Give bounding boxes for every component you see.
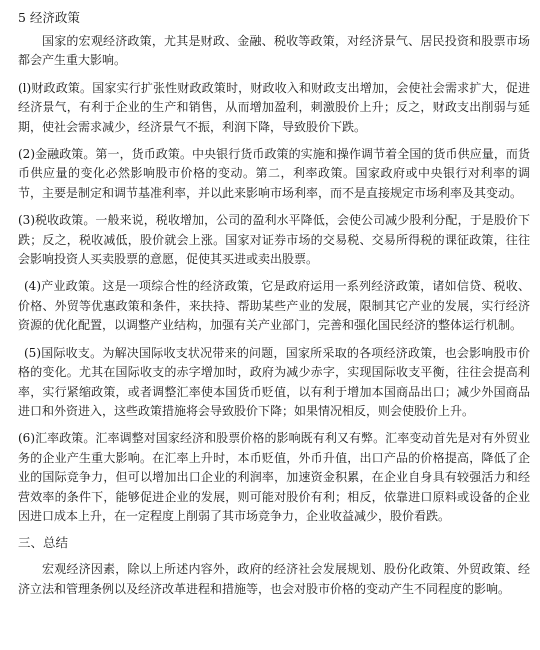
summary-heading: 三、总结 xyxy=(18,535,69,551)
tax-policy-paragraph: (3)税收政策。一般来说，税收增加，公司的盈利水平降低，会使公司减少股利分配，于是股价下跌；反之，税收减低，股价就会上涨。国家对证券市场的交易税、交易所得税的课征政策，往往会影响投资人买卖股票的意愿，促使其买进或卖出股票。 xyxy=(18,213,530,267)
industry-policy-paragraph: (4)产业政策。这是一项综合性的经济政策，它是政府运用一系列经济政策，诸如信贷、税收、价格、外贸等优惠政策和条件，来扶持、帮助某些产业的发展，限制其它产业的发展，实行经济资源的优化配置，以调整产业结构，加强有关产业部门，完善和强化国民经济的整体运行机制。 xyxy=(18,279,530,333)
summary-paragraph: 宏观经济因素，除以上所述内容外，政府的经济社会发展规划、股份化政策、外贸政策、经济立法和管理条例以及经济改革进程和措施等，也会对股市价格的变动产生不同程度的影响。 xyxy=(18,562,530,596)
fiscal-policy-paragraph: (l)财政政策。国家实行扩张性财政政策时，财政收入和财政支出增加，会使社会需求扩大，促进经济景气，有利于企业的生产和销售，从而增加盈利，刺激股价上升；反之，财政支出削弱与延期，使社会需求减少，经济景气不振，利润下降，导致股价下跌。 xyxy=(18,80,530,134)
monetary-policy-paragraph: (2)金融政策。第一，货币政策。中央银行货币政策的实施和操作调节着全国的货币供应量，而货币供应量的变化必然影响股市价格的变动。第二，利率政策。国家政府或中央银行对利率的调节，主要是制定和调节基准利率，并以此来影响市场利率，而不是直接规定市场利率及其变动。 xyxy=(18,147,530,200)
balance-of-payments-paragraph: (5)国际收支。为解决国际收支状况带来的问题，国家所采取的各项经济政策，也会影响股市价格的变化。尤其在国际收支的赤字增加时，政府为减少赤字，实现国际收支平衡，往往会提高利率，实行紧缩政策，或者调整汇率使本国货币贬值，以有利于增加本国商品出口；减少外国商品进口和外资进入，这些政策措施将会导致股价下降；如果情况相反，则会使股价上升。 xyxy=(18,345,530,418)
intro-paragraph: 国家的宏观经济政策，尤其是财政、金融、税收等政策，对经济景气、居民投资和股票市场都会产生重大影响。 xyxy=(18,34,530,68)
exchange-rate-paragraph: (6)汇率政策。汇率调整对国家经济和股票价格的影响既有利又有弊。汇率变动首先是对有外贸业务的企业产生重大影响。在汇率上升时，本币贬值，外币升值，出口产品的价格提高，降低了企业的国际竞争力，但可以增加出口企业的利润率，加速资金积累，在企业自身具有较强活力和经营效率的条件下，能够促进企业的发展，则可能对股价有利；相反，依靠进口原料或设备的企业因进口成本上升，在一定程度上削弱了其市场竞争力，企业收益减少，股价看跌。 xyxy=(18,431,530,523)
section-heading: 5 经济政策 xyxy=(18,10,80,25)
